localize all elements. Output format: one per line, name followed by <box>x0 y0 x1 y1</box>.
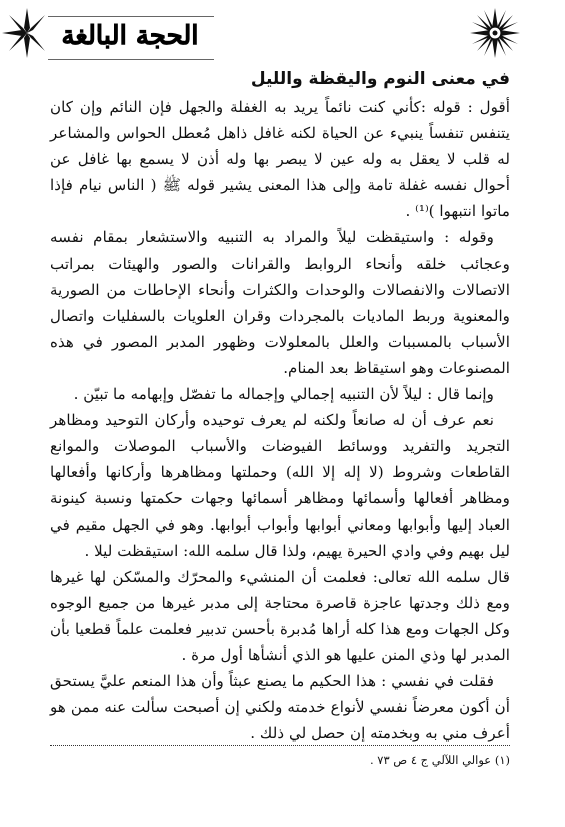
paragraph: وإنما قال : ليلاً لأن التنبيه إجمالي وإجماله ما تفصّل وإبهامه ما تبيّن . <box>73 385 494 404</box>
section-heading: في معنى النوم واليقظة والليل <box>250 69 510 89</box>
footnote-divider <box>50 745 510 746</box>
paragraph: فقلت في نفسي : هذا الحكيم ما يصنع عبثاً وأن هذا المنعم عليَّ يستحق أن أكون معرضاً نفسي لأنواع خدمته ولكني إن أصبحت سألت عنه ممن هو أعرف مني به وبخدمته إن حصل لي ذلك . <box>50 672 510 743</box>
page-body <box>50 66 510 746</box>
book-title: الحجة البالغة <box>61 21 199 51</box>
paragraph: قال سلمه الله تعالى: فعلمت أن المنشيء والمحرّك والمسّكن لها غيرها ومع ذلك وجدتها عاجزة قاصرة محتاجة إلى مدبر غيرها من جميع الوجوه وكل الجهات ومع هذا كله أراها مُدبرة بأحسن تدبير فعلمت علماً قطعيا بأن المدبر لها وذي المنن عليها هو الذي أنشأها أول مرة . <box>50 567 510 664</box>
paragraph: نعم عرف أن له صانعاً ولكنه لم يعرف توحيده وأركان التوحيد ومظاهر التجريد والتفريد ووسائط الفيوضات والأسباب الموصلات والموانع القاطعات وشروط (لا إله إلا الله) وحملتها ومظاهرها وأركانها وأفعالها ومظاهر أفعالها وأسمائها ومظاهر أسمائها وجهات حكمتها ونسبة كينونة العباد إليها وأبوابها ومعاني أبوابها وأبواب أبوابها. وهو في الجهل مقيم في ليل بهيم وفي وادي الحيرة يهيم، ولذا قال سلمه الله: استيقظت ليلا . <box>50 411 510 560</box>
paragraph: أقول : قوله :كأني كنت نائماً يريد به الغفلة والجهل فإن النائم وإن كان يتنفس تنفساً ينبيء عن الحياة لكنه غافل ذاهل مُعطل الحواس والمشاعر له قلب لا يعقل به وله عين لا يبصر بها وله أذن لا يسمع بها غافل عن أحوال نفسه غفلة تامة وإلى هذا المعنى يشير قوله ﷺ ( الناس نيام فإذا ماتوا انتبهوا )⁽¹⁾ . <box>50 98 510 221</box>
footnote: (١) عوالي اللآلي ج ٤ ص ٧٣ . <box>369 753 510 767</box>
page-header <box>0 0 565 70</box>
starburst-icon <box>470 8 520 58</box>
paragraph: وقوله : واستيقظت ليلاً والمراد به التنبيه والاستشعار بمقام نفسه وعجائب خلقه وأنحاء الروابط والقرانات والصور والهيئات بمراتب الاتصالات والانفصالات والوحدات والكثرات وأنحاء الإحاطات من الصورية والمعنوية وربط الماديات بالمجردات وقران العلويات بالسفليات واتصال الأسباب بالمسببات والعلل بالمعلولات وظهور المدبر المصور في هذه المصنوعات وهو استيقاظ بعد المنام. <box>50 228 510 377</box>
side-ornament-icon <box>2 8 52 58</box>
